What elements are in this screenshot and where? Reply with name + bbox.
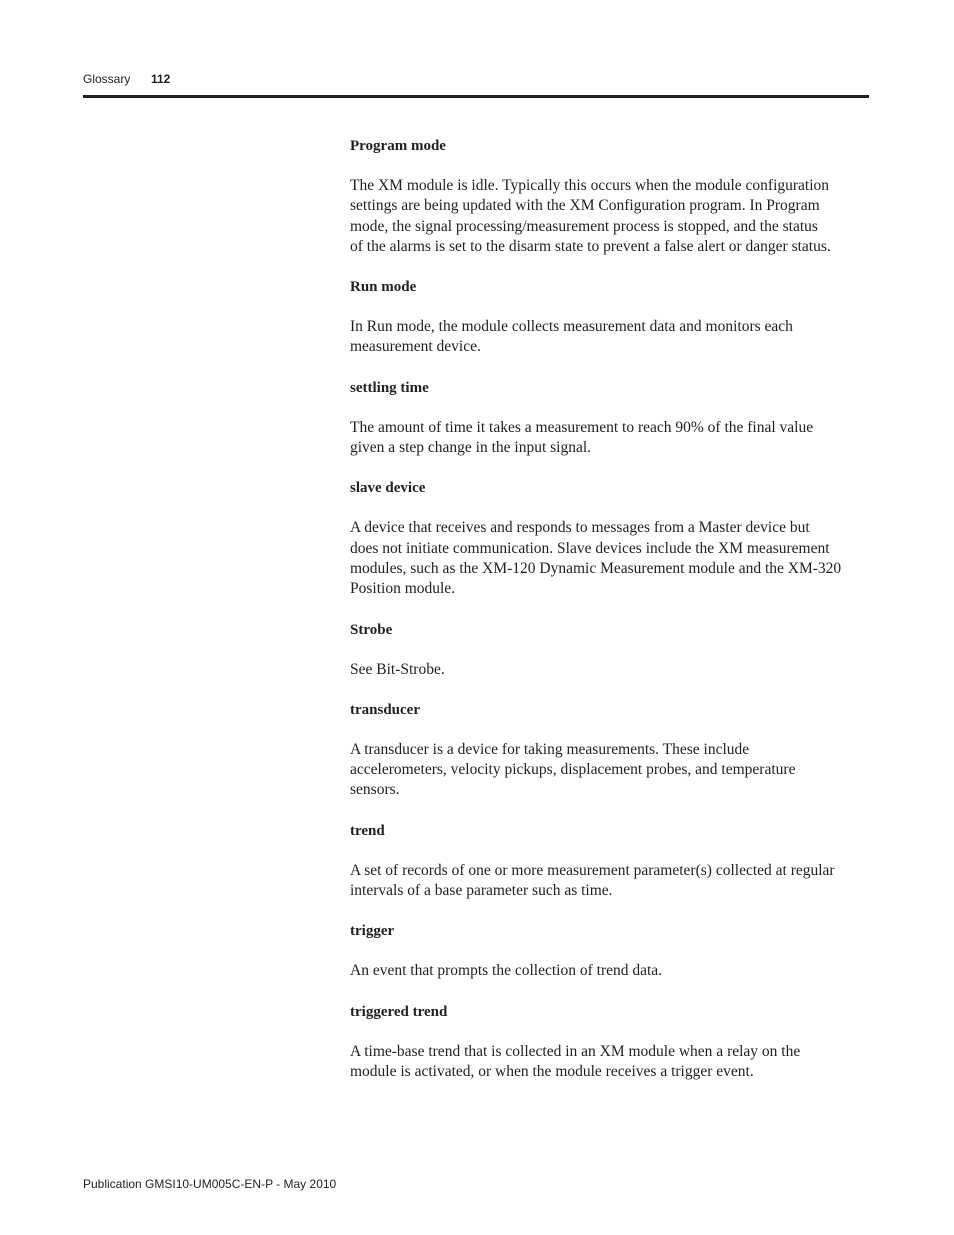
glossary-entry [350,1002,870,1083]
glossary-term: trend [350,822,385,839]
definition-line: A transducer is a device for taking measurements. These include [350,740,750,758]
definition-line: See Bit-Strobe. [350,660,445,678]
glossary-entry [350,620,870,680]
header-section-title: Glossary [83,72,131,86]
definition-line: measurement device. [350,338,481,356]
publication-info: Publication GMSI10-UM005C-EN-P - May 2010 [83,1177,337,1191]
glossary-entry [350,921,870,981]
definition-line: given a step change in the input signal. [350,439,592,457]
glossary-term: Strobe [350,621,393,638]
page-number: 112 [151,72,171,86]
definition-line: mode, the signal processing/measurement process is stopped, and the status [350,217,818,235]
page-footer [83,1177,336,1191]
definition-line: A time-base trend that is collected in an XM module when a relay on the [350,1042,801,1060]
definition-line: A device that receives and responds to messages from a Master device but [350,519,810,537]
glossary-term: transducer [350,701,420,718]
definition-line: Position module. [350,580,456,598]
definition-line: sensors. [350,781,400,799]
definition-line: module is activated, or when the module receives a trigger event. [350,1062,754,1080]
glossary-entry [350,821,870,902]
definition-line: An event that prompts the collection of trend data. [350,962,663,980]
definition-line: accelerometers, velocity pickups, displacement probes, and temperature [350,761,796,779]
definition-line: intervals of a base parameter such as time. [350,882,613,900]
page-header [83,72,171,86]
glossary-entry [350,378,870,459]
glossary-term: settling time [350,379,429,396]
header-rule [83,95,869,98]
definition-line: The XM module is idle. Typically this occurs when the module configuration [350,177,830,194]
glossary-entry [350,136,870,257]
glossary-term: triggered trend [350,1003,448,1020]
glossary-term: Program mode [350,138,446,154]
definition-line: does not initiate communication. Slave devices include the XM measurement [350,539,830,557]
glossary-entries [350,136,870,1102]
glossary-entry [350,277,870,358]
definition-line: The amount of time it takes a measurement to reach 90% of the final value [350,418,814,436]
definition-line: settings are being updated with the XM Configuration program. In Program [350,197,820,215]
glossary-term: slave device [350,480,426,497]
glossary-term: trigger [350,923,395,940]
glossary-entry [350,700,870,801]
definition-line: A set of records of one or more measurement parameter(s) collected at regular [350,861,835,879]
definition-line: modules, such as the XM-120 Dynamic Measurement module and the XM-320 [350,559,842,577]
glossary-term: Run mode [350,279,417,296]
definition-line: In Run mode, the module collects measurement data and monitors each [350,318,793,336]
definition-line: of the alarms is set to the disarm state to prevent a false alert or danger status. [350,237,831,255]
glossary-entry [350,478,870,599]
